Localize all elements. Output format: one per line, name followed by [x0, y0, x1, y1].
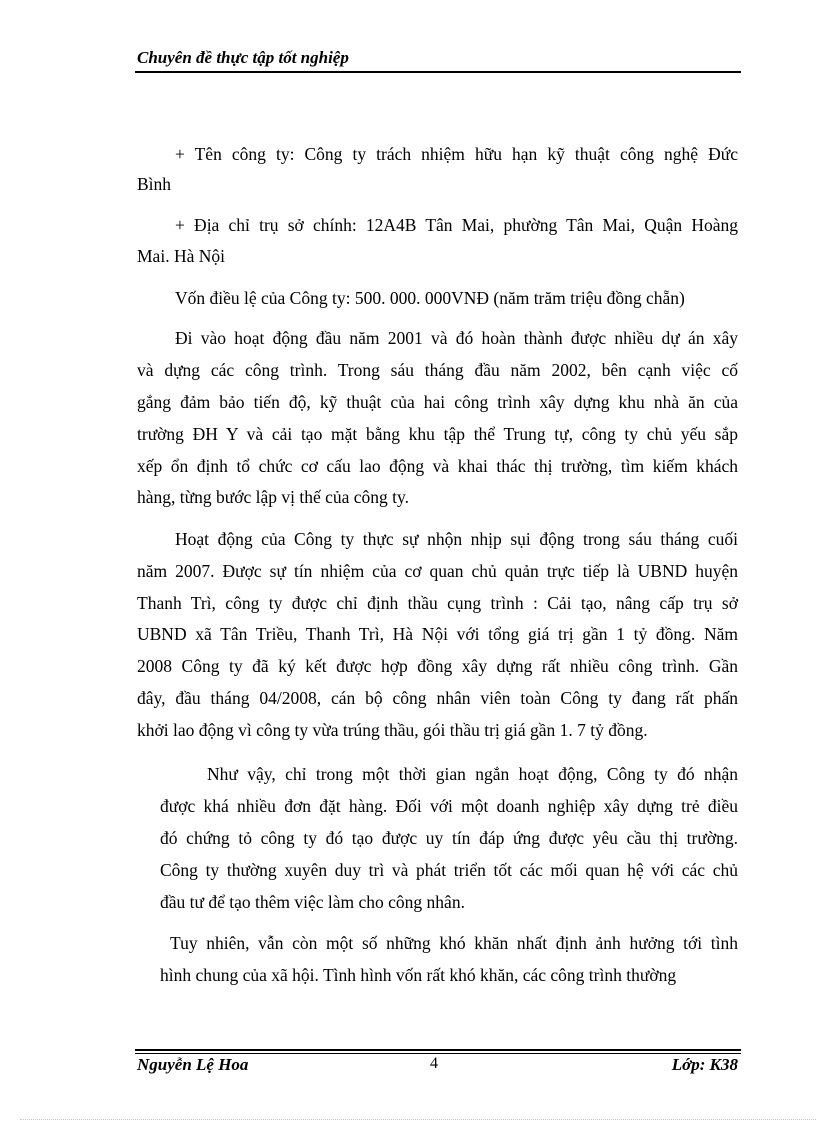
text-line: 2008 Công ty đã ký kết được hợp đồng xây dựng rất nhiều công trình. Gần [137, 656, 738, 676]
footer-rule-thin [135, 1053, 741, 1054]
text-line: đó chứng tỏ công ty đó tạo được uy tín đáp ứng được yêu cầu thị trường. [160, 828, 738, 848]
text-line: Hoạt động của Công ty thực sự nhộn nhịp sụi động trong sáu tháng cuối [175, 529, 738, 549]
text-line: hình chung của xã hội. Tình hình vốn rất khó khăn, các công trình thường [160, 965, 677, 985]
text-line: Tuy nhiên, vẫn còn một số những khó khăn nhất định ảnh hưởng tới tình [170, 933, 738, 953]
text-line: Đi vào hoạt động đầu năm 2001 và đó hoàn thành được nhiều dự án xây [175, 328, 738, 348]
footer-rule [135, 1049, 741, 1051]
text-line: Thanh Trì, công ty được chỉ định thầu cụng trình : Cải tạo, nâng cấp trụ sở [137, 593, 738, 613]
text-line: được khá nhiều đơn đặt hàng. Đối với một doanh nghiệp xây dựng trẻ điều [160, 796, 738, 816]
text-line: khởi lao động vì công ty vừa trúng thầu, gói thầu trị giá gần 1. 7 tỷ đồng. [137, 720, 648, 740]
text-line: Công ty thường xuyên duy trì và phát triển tốt các mối quan hệ với các chủ [160, 860, 738, 880]
text-line: đầu tư để tạo thêm việc làm cho công nhân. [160, 892, 465, 912]
header-title: Chuyên đề thực tập tốt nghiệp [137, 48, 349, 67]
text-line: gắng đảm bảo tiến độ, kỹ thuật của hai công trình xây dựng khu nhà ăn của [137, 392, 738, 412]
text-line: + Tên công ty: Công ty trách nhiệm hữu hạn kỹ thuật công nghệ Đức [175, 144, 738, 164]
text-line: và dựng các công trình. Trong sáu tháng đầu năm 2002, bên cạnh việc cố [137, 360, 738, 380]
text-line: Bình [137, 174, 172, 194]
text-line: + Địa chỉ trụ sở chính: 12A4B Tân Mai, phường Tân Mai, Quận Hoàng [175, 215, 738, 235]
text-line: trường ĐH Y và cải tạo mặt bằng khu tập thể Trung tự, công ty chủ yếu sắp [137, 424, 738, 444]
text-line: UBND xã Tân Triều, Thanh Trì, Hà Nội với tổng giá trị gần 1 tỷ đồng. Năm [137, 624, 738, 644]
footer-author: Nguyễn Lệ Hoa [137, 1055, 249, 1074]
text-line: đây, đầu tháng 04/2008, cán bộ công nhân viên toàn Công ty đang rất phấn [137, 688, 738, 708]
header-rule [135, 71, 741, 73]
text-line: Mai. Hà Nội [137, 246, 225, 266]
text-line: Như vậy, chỉ trong một thời gian ngắn hoạt động, Công ty đó nhận [207, 764, 738, 784]
text-line: Vốn điều lệ của Công ty: 500. 000. 000VNĐ (năm trăm triệu đồng chẵn) [175, 288, 685, 308]
text-line: năm 2007. Được sự tín nhiệm của cơ quan chủ quản trực tiếp là UBND huyện [137, 561, 738, 581]
page-edge [20, 1119, 816, 1120]
text-line: hàng, từng bước lập vị thế của công ty. [137, 487, 410, 507]
text-line: xếp ổn định tổ chức cơ cấu lao động và khai thác thị trường, tìm kiếm khách [137, 456, 738, 476]
page-number: 4 [430, 1055, 438, 1072]
footer-class: Lớp: K38 [671, 1055, 738, 1074]
